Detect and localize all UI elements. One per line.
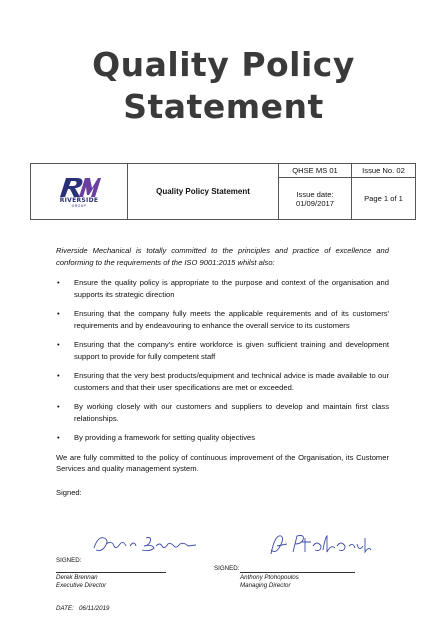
signed-label-right: SIGNED:: [214, 565, 240, 572]
list-item-text: By providing a framework for setting quality objectives: [74, 433, 256, 442]
signature-section: [0, 520, 447, 630]
list-item: [56, 277, 389, 300]
commitment-list: [56, 277, 389, 444]
list-item: [56, 432, 389, 444]
date-value: 06/11/2019: [78, 605, 110, 612]
signatory-right-name: Anthony Ptohopoulos: [240, 574, 299, 581]
bullet-icon: •: [57, 433, 60, 442]
logo-wordmark: RIVERSIDE: [59, 196, 99, 204]
page-title: [0, 44, 447, 128]
signatory-left-name: Derek Brennan: [56, 574, 98, 581]
issue-no-cell: Issue No. 02: [352, 164, 416, 178]
signatory-right-title: Managing Director: [240, 582, 291, 589]
doc-ref-cell: QHSE MS 01: [279, 164, 352, 178]
bullet-icon: •: [57, 309, 60, 318]
policy-body: [56, 245, 389, 498]
signature-derek-brennan: [90, 530, 200, 556]
signature-line-left: [56, 572, 166, 573]
signature-date: [56, 605, 109, 612]
bullet-icon: •: [57, 371, 60, 380]
signature-line-right: [240, 572, 355, 573]
list-item-text: Ensuring that the very best products/equipment and technical advice is made available to our customers and that their user specifications are met or exceeded.: [74, 371, 389, 392]
issue-date-label: Issue date:: [296, 189, 334, 199]
page-title-line-2: Statement: [123, 87, 324, 126]
document-title-cell: Quality Policy Statement: [128, 164, 279, 220]
page-number-cell: Page 1 of 1: [352, 178, 416, 220]
bullet-icon: •: [57, 402, 60, 411]
logo-subtext: GROUP: [71, 203, 87, 208]
document-header-table: [30, 163, 416, 220]
list-item: [56, 370, 389, 393]
rm-logo-icon: [57, 176, 101, 198]
list-item-text: By working closely with our customers and suppliers to develop and maintain first class relationships.: [74, 402, 389, 423]
bullet-icon: •: [57, 340, 60, 349]
signatory-left: [56, 574, 106, 590]
list-item-text: Ensure the quality policy is appropriate to the purpose and context of the organisation and supports its strategic direction: [74, 278, 389, 299]
list-item: [56, 308, 389, 331]
issue-date-cell: [279, 178, 352, 220]
signature-anthony-ptohopoulos: [265, 530, 375, 560]
list-item: [56, 401, 389, 424]
list-item-text: Ensuring that the company's entire workforce is given sufficient training and development support to provide for fully competent staff: [74, 340, 389, 361]
intro-paragraph: Riverside Mechanical is totally committed to the principles and practice of excellence and conforming to the requirements of the ISO 9001:2015 whilst also:: [56, 246, 389, 267]
logo-cell: [31, 164, 128, 220]
page-title-line-1: Quality Policy: [92, 45, 355, 84]
signed-label-left: SIGNED:: [56, 557, 82, 564]
bullet-icon: •: [57, 278, 60, 287]
date-label: DATE:: [56, 605, 74, 612]
signed-label: Signed:: [56, 487, 82, 497]
closing-paragraph: We are fully committed to the policy of continuous improvement of the Organisation, its Customer Services and quality management system.: [56, 452, 389, 473]
signatory-right: [240, 574, 299, 590]
signatory-left-title: Executive Director: [56, 582, 107, 589]
list-item-text: Ensuring that the company fully meets the applicable requirements and of its customers' requirements and by endeavouring to enhance the overall service to its customers: [74, 309, 389, 330]
list-item: [56, 339, 389, 362]
issue-date-value: 01/09/2017: [295, 198, 334, 208]
riverside-logo: [31, 176, 127, 208]
